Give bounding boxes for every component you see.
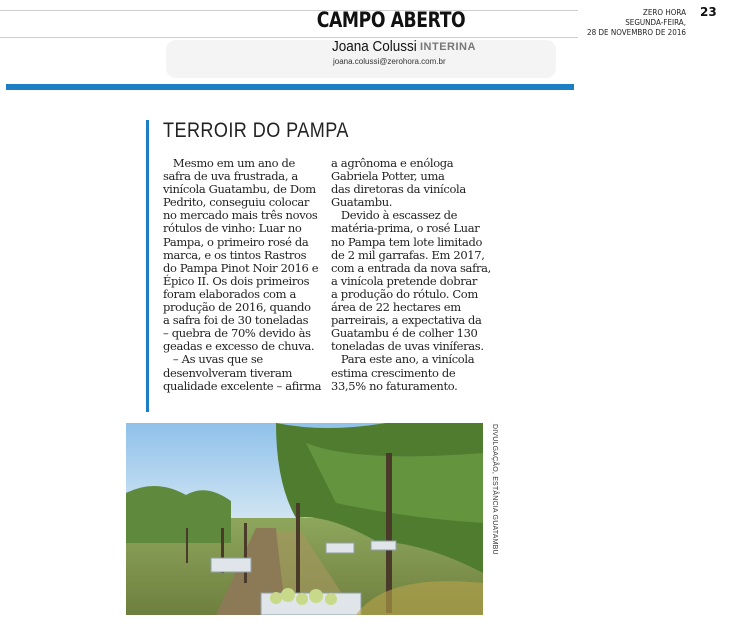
masthead-divider [0, 37, 578, 38]
article-column-2: a agrônoma e enóloga Gabriela Potter, uma das diretoras da vinícola Guatambu. Devido à escassez de matéria-prima, o rosé Luar no Pampa tem lote limitado de 2 mil garrafas. Em 2017, com a entrada da nova safra, a vinícola pretende dobrar a produção do rótulo. Com área de 22 hectares em parreirais, a expectativa da Guatambu é de colher 130 toneladas de uvas viníferas. Para este ano, a vinícola estima crescimento de 33,5% no faturamento. [331, 156, 491, 393]
photo-credit: DIVULGAÇÃO, ESTÂNCIA GUATAMBU [491, 424, 498, 555]
author-email: joana.colussi@zerohora.com.br [333, 57, 446, 66]
page-number: 23 [700, 5, 717, 19]
weekday: SEGUNDA-FEIRA, [625, 18, 686, 27]
author-role: INTERINA [420, 41, 476, 53]
article-headline: TERROIR DO PAMPA [163, 119, 349, 142]
section-color-bar [6, 84, 574, 90]
issue-date: 28 DE NOVEMBRO DE 2016 [587, 28, 686, 37]
masthead-info [586, 8, 686, 38]
vineyard-illustration [126, 423, 483, 615]
newspaper-name: ZERO HORA [642, 8, 686, 17]
article-accent-bar [146, 120, 149, 412]
article-column-1: Mesmo em um ano de safra de uva frustrada, a vinícola Guatambu, de Dom Pedrito, conseguiu colocar no mercado mais três novos rótulos de vinho: Luar no Pampa, o primeiro rosé da marca, e os tintos Rastros do Pampa Pinot Noir 2016 e Épico II. Os dois primeiros foram elaborados com a produção de 2016, quando a safra foi de 30 toneladas – quebra de 70% devido às geadas e excesso de chuva. – As uvas que se desenvolveram tiveram qualidade excelente – afirma [163, 156, 322, 393]
vineyard-photo [126, 423, 483, 615]
section-title: CAMPO ABERTO [316, 8, 466, 32]
author-name: Joana Colussi [332, 38, 417, 55]
top-rule [0, 10, 578, 11]
